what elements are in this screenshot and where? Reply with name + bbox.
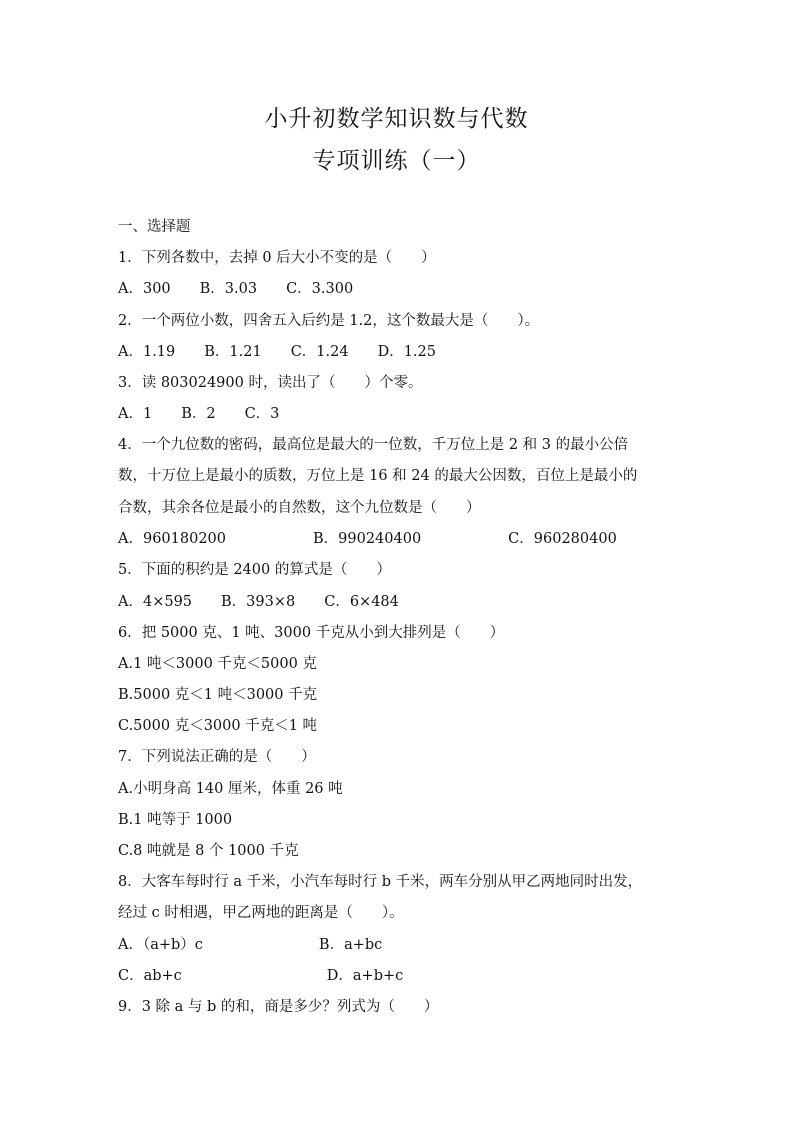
question-6-option-a: A.1 吨＜3000 千克＜5000 克: [118, 656, 317, 672]
question-4-options: A．960180200 B．990240400 C．960280400: [118, 531, 617, 547]
question-8-line-1: 8．大客车每时行 a 千米，小汽车每时行 b 千米，两车分别从甲乙两地同时出发，: [118, 874, 643, 890]
question-5-options: A．4×595 B．393×8 C．6×484: [118, 594, 399, 610]
question-7-option-a: A.小明身高 140 厘米，体重 26 吨: [118, 781, 343, 797]
section-heading: 一、选择题: [118, 219, 191, 235]
question-4-line-1: 4．一个九位数的密码，最高位是最大的一位数，千万位上是 2 和 3 的最小公倍: [118, 437, 629, 453]
question-6-option-c: C.5000 克＜3000 千克＜1 吨: [118, 718, 318, 734]
question-7-option-b: B.1 吨等于 1000: [118, 812, 233, 828]
question-8-line-2: 经过 c 时相遇，甲乙两地的距离是（ ）。: [118, 905, 404, 921]
question-1: 1．下列各数中，去掉 0 后大小不变的是（ ）: [118, 250, 436, 266]
question-4-line-3: 合数，其余各位是最小的自然数，这个九位数是（ ）: [118, 500, 481, 516]
page-title: 小升初数学知识数与代数: [264, 106, 529, 132]
page-subtitle: 专项训练（一）: [312, 148, 481, 174]
question-9: 9．3 除 a 与 b 的和，商是多少？列式为（ ）: [118, 999, 439, 1015]
question-2-options: A．1.19 B．1.21 C．1.24 D．1.25: [118, 344, 436, 360]
question-7-option-c: C.8 吨就是 8 个 1000 千克: [118, 843, 299, 859]
question-6: 6．把 5000 克、1 吨、3000 千克从小到大排列是（ ）: [118, 625, 505, 641]
question-8-options-cd: C．ab+c D．a+b+c: [118, 968, 404, 984]
question-4-line-2: 数，十万位上是最小的质数，万位上是 16 和 24 的最大公因数，百位上是最小的: [118, 468, 638, 484]
question-7: 7．下列说法正确的是（ ）: [118, 749, 316, 765]
question-1-options: A．300 B．3.03 C．3.300: [118, 281, 354, 297]
question-3: 3．读 803024900 时，读出了（ ）个零。: [118, 375, 423, 391]
question-3-options: A．1 B．2 C．3: [118, 406, 280, 422]
question-8-options-ab: A．（a+b）c B．a+bc: [118, 937, 383, 953]
question-5: 5．下面的积约是 2400 的算式是（ ）: [118, 562, 391, 578]
question-6-option-b: B.5000 克＜1 吨＜3000 千克: [118, 687, 318, 703]
question-2: 2．一个两位小数，四舍五入后约是 1.2，这个数最大是（ ）。: [118, 313, 540, 329]
